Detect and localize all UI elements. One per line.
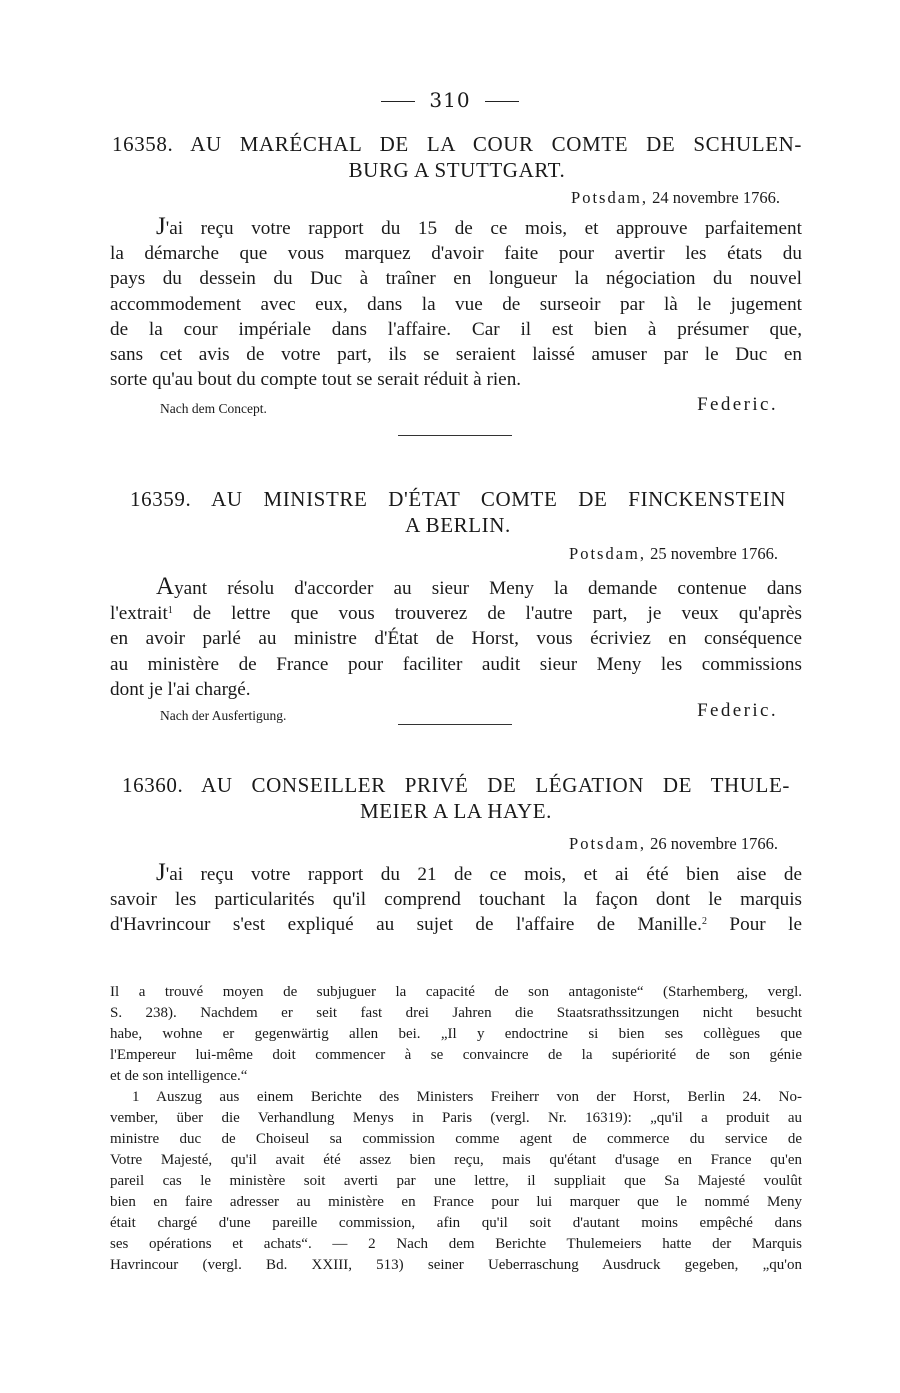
letter-line: pays du dessein du Duc à traîner en longueur la négociation du nouvel bbox=[110, 268, 802, 290]
dateline bbox=[569, 544, 778, 564]
page-number-dash-left bbox=[381, 101, 415, 102]
footnote-line: ministre duc de Choiseul sa commission comme agent de commerce du service de bbox=[110, 1131, 802, 1147]
footnote-line: 1 Auszug aus einem Berichte des Ministers Freiherr von der Horst, Berlin 24. No- bbox=[132, 1089, 802, 1105]
dateline-place: Potsdam, bbox=[571, 188, 649, 207]
dateline-place: Potsdam, bbox=[569, 834, 647, 853]
footnote-line: l'Empereur lui-même doit commencer à se convaincre de la supériorité de son génie bbox=[110, 1047, 802, 1063]
letter-line: J'ai reçu votre rapport du 15 de ce mois, et approuve parfaitement bbox=[156, 213, 802, 240]
footnotes bbox=[110, 982, 802, 1276]
letter-line: au ministère de France pour faciliter audit sieur Meny les commissions bbox=[110, 653, 802, 675]
letter-number: 16360. bbox=[122, 773, 184, 797]
footnote-line: Votre Majesté, qu'il avait été assez bien reçu, mais qu'étant d'usage en France qu'en bbox=[110, 1152, 802, 1168]
letter-body bbox=[110, 860, 802, 938]
section-divider bbox=[398, 435, 512, 436]
page-number bbox=[0, 88, 900, 112]
dateline bbox=[571, 188, 780, 208]
page-number-text: 310 bbox=[429, 88, 471, 112]
footnote-line: pareil cas le ministère soit averti par une lettre, il suppliait que Sa Majesté voulût bbox=[110, 1173, 802, 1189]
footnote-line: et de son intelligence.“ bbox=[110, 1068, 248, 1084]
letter-line: savoir les particularités qu'il comprend touchant la façon dont le marquis bbox=[110, 889, 802, 911]
letter-line: la démarche que vous marquez d'avoir faite pour avertir les états du bbox=[110, 243, 802, 265]
dateline-date: 24 novembre 1766. bbox=[652, 188, 780, 207]
letter-number: 16359. bbox=[130, 487, 192, 511]
letter-heading-line2: BURG A STUTTGART. bbox=[348, 158, 566, 182]
signature: Federic. bbox=[697, 700, 778, 721]
letter-addressee: AU CONSEILLER PRIVÉ DE LÉGATION DE THULE- bbox=[201, 773, 790, 797]
section-divider bbox=[398, 724, 512, 725]
letter-line: dont je l'ai chargé. bbox=[110, 678, 251, 700]
letter-body bbox=[110, 574, 802, 702]
letter-heading bbox=[122, 772, 790, 824]
letter-body bbox=[110, 214, 802, 392]
dateline bbox=[569, 834, 778, 854]
letter-heading bbox=[130, 486, 786, 538]
letter-heading-line1 bbox=[112, 131, 802, 157]
footnote-marker: 1 bbox=[167, 605, 173, 617]
source-note: Nach der Ausfertigung. bbox=[160, 708, 287, 723]
letter-addressee: AU MARÉCHAL DE LA COUR COMTE DE SCHULEN- bbox=[190, 132, 802, 156]
letter-line: Ayant résolu d'accorder au sieur Meny la demande contenue dans bbox=[156, 573, 802, 600]
letter-line: sorte qu'au bout du compte tout se serait réduit à rien. bbox=[110, 369, 522, 391]
letter-line: de la cour impériale dans l'affaire. Car il est bien à présumer que, bbox=[110, 318, 802, 340]
footnote-line: ses opérations et achats“. — 2 Nach dem Berichte Thulemeiers hatte der Marquis bbox=[110, 1236, 802, 1252]
letter-heading-line2: A BERLIN. bbox=[405, 513, 511, 537]
footnote-line: Il a trouvé moyen de subjuguer la capacité de son antagoniste“ (Starhemberg, vergl. bbox=[110, 984, 802, 1000]
letter-line: en avoir parlé au ministre d'État de Horst, vous écriviez en conséquence bbox=[110, 628, 802, 650]
footnote-line: vember, über die Verhandlung Menys in Paris (vergl. Nr. 16319): „qu'il a produit au bbox=[110, 1110, 802, 1126]
initial-letter: A bbox=[156, 573, 175, 600]
footnote-line: était chargé d'une pareille commission, afin qu'il soit d'autant moins empêché dans bbox=[110, 1215, 802, 1231]
dateline-date: 25 novembre 1766. bbox=[650, 544, 778, 563]
footnote-line: S. 238). Nachdem er seit fast drei Jahren die Staatsrathssitzungen nicht besucht bbox=[110, 1005, 802, 1021]
letter-line: accommodement avec eux, dans la vue de surseoir par là le jugement bbox=[110, 293, 802, 315]
letter-line: d'Havrincour s'est expliqué au sujet de l'affaire de Manille.$^2$ Pour le bbox=[110, 914, 802, 936]
footnote-marker: 2 bbox=[701, 916, 707, 928]
letter-line: J'ai reçu votre rapport du 21 de ce mois, et ai été bien aise de bbox=[156, 859, 802, 886]
letter-line: l'extrait$^1$ de lettre que vous trouverez de l'autre part, je veux qu'après bbox=[110, 603, 802, 625]
letter-heading-line2: MEIER A LA HAYE. bbox=[359, 799, 552, 823]
letter-heading bbox=[112, 131, 802, 183]
source-note: Nach dem Concept. bbox=[160, 401, 267, 416]
signature: Federic. bbox=[697, 394, 778, 415]
letter-heading-line1 bbox=[130, 486, 786, 512]
footnote-line: habe, wohne er gegenwärtig allen bei. „Il y endoctrine si bien ses collègues que bbox=[110, 1026, 802, 1042]
footnote-line: bien en faire adresser au ministère en France pour lui marquer que le nommé Meny bbox=[110, 1194, 802, 1210]
dateline-place: Potsdam, bbox=[569, 544, 647, 563]
initial-letter: J bbox=[156, 213, 166, 240]
letter-line: sans cet avis de votre part, ils se seraient laissé amuser par le Duc en bbox=[110, 344, 802, 366]
letter-heading-line1 bbox=[122, 772, 790, 798]
letter-number: 16358. bbox=[112, 132, 174, 156]
initial-letter: J bbox=[156, 859, 166, 886]
page-number-dash-right bbox=[485, 101, 519, 102]
dateline-date: 26 novembre 1766. bbox=[650, 834, 778, 853]
letter-addressee: AU MINISTRE D'ÉTAT COMTE DE FINCKENSTEIN bbox=[211, 487, 786, 511]
footnote-line: Havrincour (vergl. Bd. XXIII, 513) seiner Ueberraschung Ausdruck gegeben, „qu'on bbox=[110, 1257, 802, 1273]
